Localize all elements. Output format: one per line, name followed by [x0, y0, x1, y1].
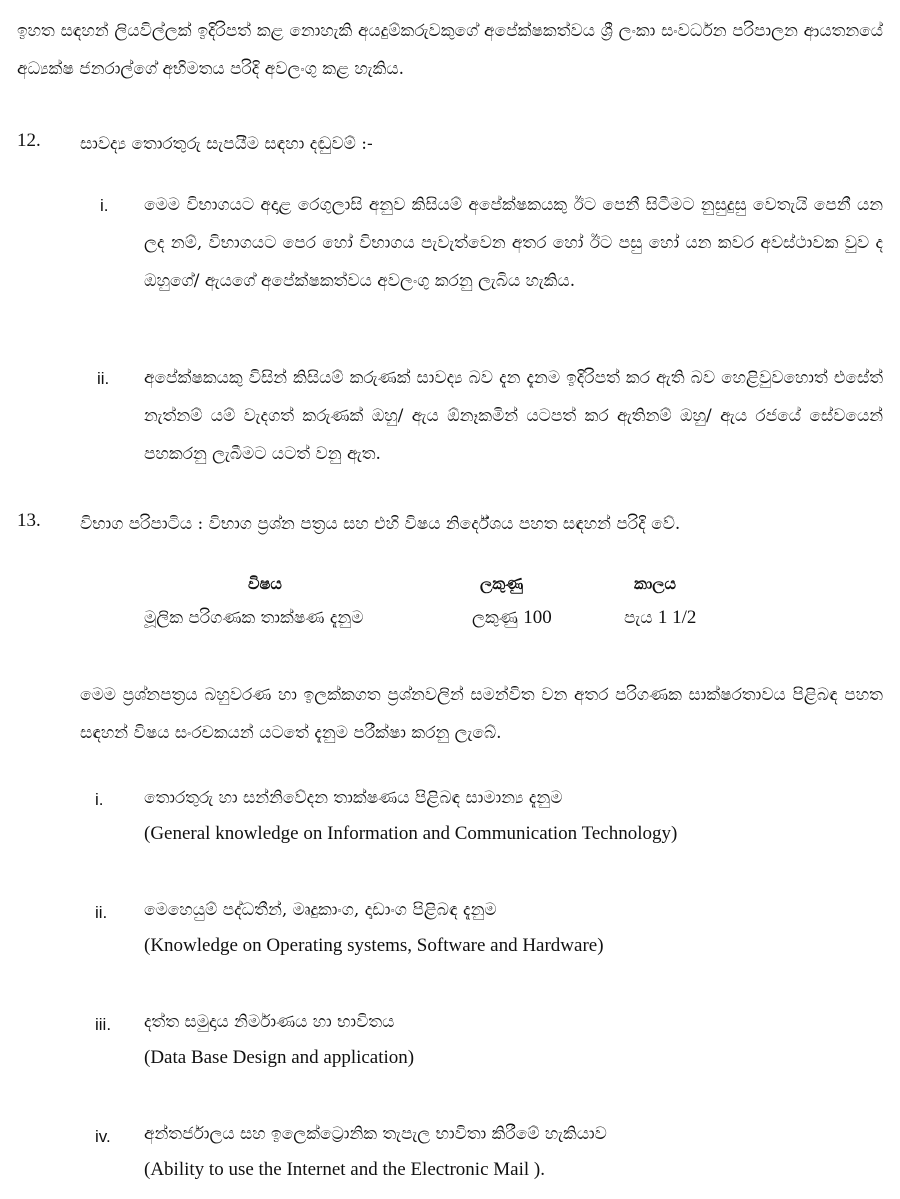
topic-3-english: (Data Base Design and application): [144, 1047, 415, 1068]
section-13-title: විභාග පරිපාටිය : විභාග ප්‍රශ්න පත්‍රය සහ එහි විෂය නිර්දේශය පහත සඳහන් පරිදි වේ.: [80, 514, 681, 534]
intro-paragraph: ඉහත සඳහන් ලියවිල්ලක් ඉදිරිපත් කළ නොහැකි අයදුම්කරුවකුගේ අපේක්ෂකත්වය ශ්‍රී ලංකා සංවර්ධන පරිපාලන ආයතනයේ අධ්‍යක්ෂ ජනරාල්ගේ අභිමතය පරිදි අවලංගු කළ හැකිය.: [17, 21, 883, 79]
topic-4: [144, 1116, 884, 1188]
table-cell-duration-value: 1 1/2: [657, 607, 697, 628]
topic-2-english: (Knowledge on Operating systems, Software and Hardware): [144, 935, 604, 956]
section-12-title: සාවද්‍ය තොරතුරු සැපයීම සඳහා දඬුවම් :-: [80, 134, 373, 154]
topic-4-english: (Ability to use the Internet and the Electronic Mail ).: [144, 1159, 545, 1180]
topic-2-marker: ii.: [95, 903, 108, 922]
table-header-duration: කාලය: [634, 574, 676, 593]
table-cell-subject: මූලික පරිගණක තාක්ෂණ දැනුම: [144, 608, 364, 628]
table-cell-marks: [472, 607, 552, 629]
table-cell-marks-value: 100: [523, 607, 552, 628]
topic-4-sinhala: අන්තර්ජාලය සහ ඉලෙක්ට්‍රොනික තැපැල භාවිතා කිරීමේ හැකියාව: [144, 1124, 607, 1144]
section-12-item-2-marker: ii.: [97, 369, 110, 388]
table-cell-marks-prefix: ලකුණු: [472, 608, 524, 628]
table-header-marks: ලකුණු: [480, 574, 524, 593]
section-13-description: මෙම ප්‍රශ්නපත්‍රය බහුවරණ හා ඉලක්කගත ප්‍රශ්නවලින් සමන්විත වන අතර පරිගණක සාක්ෂරතාවය පිළිබඳ පහත සඳහන් විෂය සංරචකයන් යටතේ දැනුම පරීක්ෂා කරනු ලැබේ.: [80, 685, 883, 743]
topic-2-sinhala: මෙහෙයුම් පද්ධතීන්, මෘදුකාංග, දෘඩාංග පිළිබඳ දැනුම: [144, 900, 497, 920]
topic-1-marker: i.: [95, 790, 104, 809]
topic-1-sinhala: තොරතුරු හා සන්නිවේදන තාක්ෂණය පිළිබඳ සාමාන්‍ය දැනුම: [144, 788, 563, 808]
section-12-item-1-text: මෙම විභාගයට අදාළ රෙගුලාසි අනුව කිසියම් අපේක්ෂකයකු ඊට පෙනී සිටීමට නුසුදුසු වෙතැයි පෙනී යන ලද නම්, විභාගයට පෙර හෝ විභාගය පැවැත්වෙන අතර හෝ ඊට පසු හෝ යන කවර අවස්ථාවක වුව ද ඔහුගේ/ ඇයගේ අපේක්ෂකත්වය අවලංගු කරනු ලැබිය හැකිය.: [144, 195, 883, 291]
table-cell-duration-prefix: පැය: [624, 608, 658, 628]
topic-4-marker: iv.: [95, 1127, 111, 1146]
section-12-item-2-text: අපේක්ෂකයකු විසින් කිසියම් කරුණක් සාවද්‍ය බව දැන දැනම ඉදිරිපත් කර ඇති බව හෙළිවුවහොත් එසේත් නැත්නම් යම් වැදගත් කරුණක් ඔහු/ ඇය ඕනෑකමින් යටපත් කර ඇතිනම් ඔහු/ ඇය රජයේ සේවයෙන් පහකරනු ලැබීමට යටත් වනු ඇත.: [144, 368, 883, 464]
topic-2: [144, 892, 884, 964]
section-12-number: 12.: [17, 130, 41, 151]
topic-3-marker: iii.: [95, 1015, 112, 1034]
topic-1-english: (General knowledge on Information and Communication Technology): [144, 823, 678, 844]
topic-3-sinhala: දත්ත සමුදාය නිර්මාණය හා භාවිතය: [144, 1012, 395, 1032]
section-13-number: 13.: [17, 510, 41, 531]
section-12-item-1-marker: i.: [100, 196, 109, 215]
table-header-subject: විෂය: [248, 574, 282, 593]
topic-1: [144, 780, 884, 852]
topic-3: [144, 1004, 884, 1076]
table-cell-duration: [624, 607, 696, 629]
